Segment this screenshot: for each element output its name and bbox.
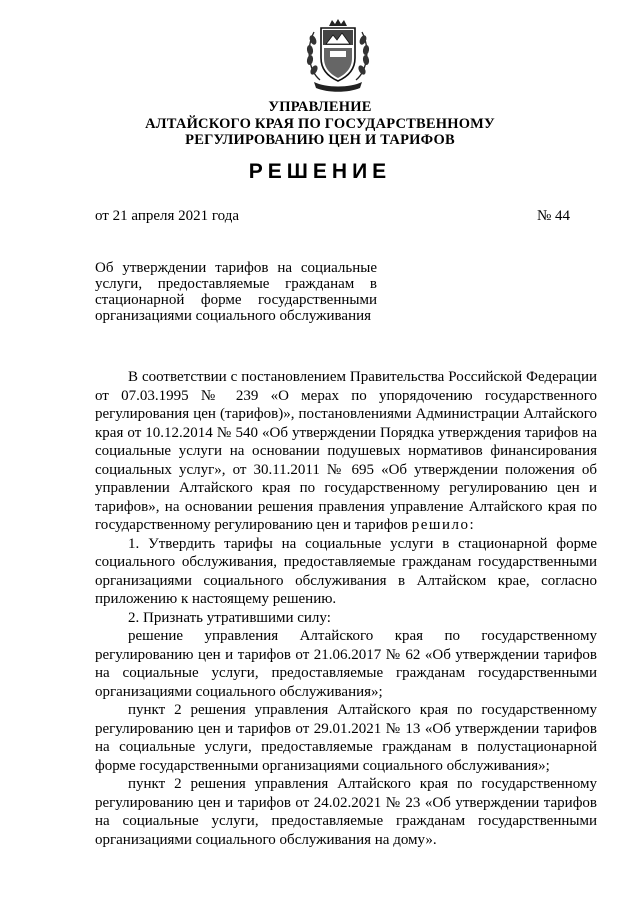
intro-text: В соответствии с постановлением Правительства Российской Федерации от 07.03.1995 № 239 «О мерах по упорядочению государственного регулирования цен (тарифов)», постановлениями Администрации Алтайского края от 10.12.2014 № 540 «Об утверждении Порядка утверждения тарифов на социальные услуги на основании подушевых нормативов финансирования социальных услуг», от 30.11.2011 № 695 «Об утверждении положения об управлении Алтайского края по государственному регулированию цен и тарифов», на основании решения правления управление Алтайского края по государственному регулированию цен и тарифов <box>95 369 597 533</box>
resolved-word: решило <box>411 517 470 533</box>
resolved-colon: : <box>469 517 474 533</box>
document-body <box>95 368 597 849</box>
altai-krai-coat-of-arms-icon <box>304 18 372 94</box>
issuing-authority <box>0 99 640 149</box>
authority-line-1: УПРАВЛЕНИЕ <box>268 99 372 115</box>
paragraph-4: пункт 2 решения управления Алтайского края по государственному регулированию цен и тарифов от 29.01.2021 № 13 «Об утверждении тарифов на социальные услуги, предоставляемые гражданам в полустационарной форме государственными организациями социального обслуживания»; <box>95 702 597 774</box>
document-subject: Об утверждении тарифов на социальные услуги, предоставляемые гражданам в стационарной форме государственными организациями социального обслуживания <box>95 260 377 324</box>
document-number: № 44 <box>536 208 570 224</box>
document-type-title: РЕШЕНИЕ <box>248 160 392 183</box>
document-date: от 21 апреля 2021 года <box>95 208 240 224</box>
paragraph-5: пункт 2 решения управления Алтайского края по государственному регулированию цен и тарифов от 24.02.2021 № 23 «Об утверждении тарифов на социальные услуги, предоставляемые гражданам государственными организациями социального обслуживания на дому». <box>95 776 597 848</box>
authority-line-3: РЕГУЛИРОВАНИЮ ЦЕН И ТАРИФОВ <box>185 132 455 148</box>
authority-line-2: АЛТАЙСКОГО КРАЯ ПО ГОСУДАРСТВЕННОМУ <box>145 115 495 132</box>
intro-paragraph <box>95 368 597 535</box>
paragraph-3: решение управления Алтайского края по государственному регулированию цен и тарифов от 21.06.2017 № 62 «Об утверждении тарифов на социальные услуги, предоставляемые гражданам государственными организациями социального обслуживания»; <box>95 628 597 700</box>
paragraph-2: 2. Признать утратившими силу: <box>128 609 331 626</box>
paragraph-1: 1. Утвердить тарифы на социальные услуги в стационарной форме социального обслуживания, предоставляемые гражданам государственными организациями социального обслуживания в Алтайском крае, согласно приложению к настоящему решению. <box>95 535 597 607</box>
